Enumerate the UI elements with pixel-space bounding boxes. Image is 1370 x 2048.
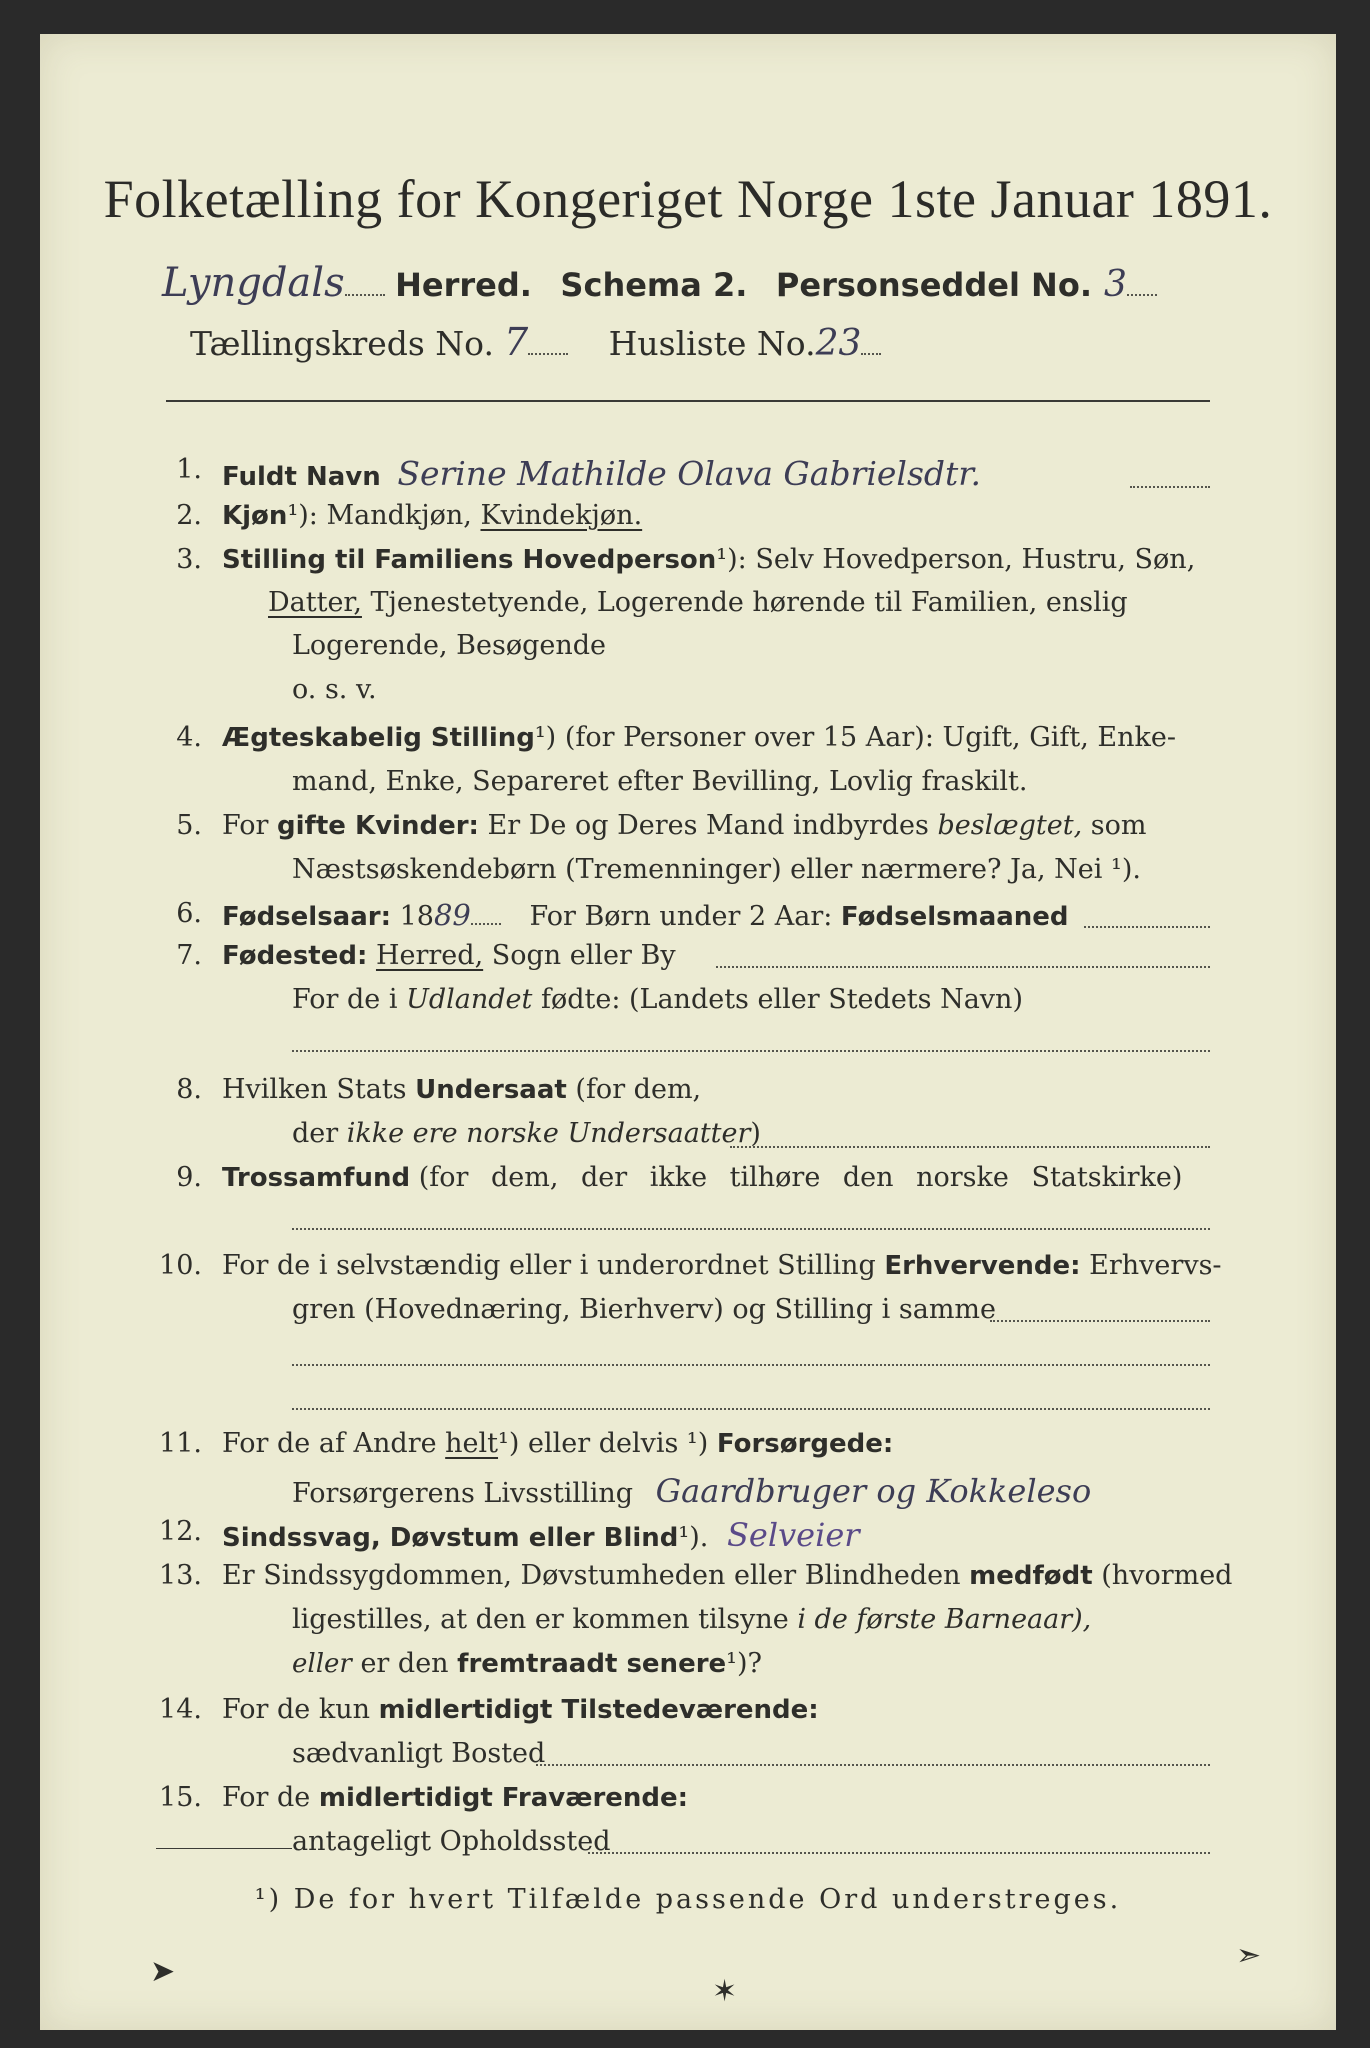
- item-3-line-3: Logerende, Besøgende: [292, 630, 606, 661]
- schema-label: Schema 2.: [560, 266, 748, 304]
- item-8-text-b: (for dem,: [575, 1074, 702, 1105]
- item-2-sup: ¹):: [287, 500, 318, 531]
- item-15-number: 15.: [159, 1782, 202, 1813]
- item-14-line-2: sædvanligt Bosted: [292, 1738, 546, 1769]
- item-15-line-1: [222, 1782, 688, 1813]
- item-12-sup: ¹).: [678, 1522, 709, 1553]
- item-12-value: Selveier: [726, 1516, 860, 1554]
- item-9-label: Trossamfund: [222, 1163, 411, 1193]
- item-5-number: 5.: [176, 810, 202, 841]
- header-divider: [166, 400, 1210, 402]
- item-9-dots: [292, 1228, 1210, 1230]
- item-5-line-2: Næstsøskendebørn (Tremenninger) eller nærmere? Ja, Nei ¹).: [292, 854, 1141, 885]
- footnote-rule: [156, 1848, 292, 1849]
- item-10-dots-1: [990, 1320, 1210, 1322]
- item-11-line-1: [222, 1428, 893, 1459]
- item-14-text-a: For de kun: [222, 1694, 370, 1725]
- item-1-value: Serine Mathilde Olava Gabrielsdtr.: [397, 454, 981, 493]
- item-6-dots: [1084, 926, 1210, 928]
- item-11-text-b: ¹) eller delvis ¹): [498, 1428, 709, 1459]
- item-8-label: Undersaat: [415, 1075, 567, 1105]
- item-6-line: [222, 898, 1069, 932]
- item-14-dots: [536, 1764, 1210, 1766]
- census-form-page: [40, 34, 1336, 2030]
- item-7-dots-2: [292, 1050, 1210, 1052]
- item-3-label: Stilling til Familiens Hovedperson: [222, 545, 717, 575]
- item-5-text-a: For: [222, 810, 269, 841]
- item-10-label: Erhvervende:: [884, 1251, 1081, 1281]
- item-2-line: [222, 500, 642, 531]
- item-7-label: Fødested:: [222, 941, 368, 971]
- item-3-sup: ¹):: [716, 544, 747, 575]
- item-3-line-4: o. s. v.: [292, 674, 377, 705]
- item-14-number: 14.: [159, 1694, 202, 1725]
- item-13-text-2b: i de første Barneaar),: [797, 1604, 1092, 1635]
- item-4-number: 4.: [176, 722, 202, 753]
- item-8-text-2b: ikke ere norske Undersaatter: [346, 1118, 751, 1149]
- item-5-line-1: [222, 810, 1147, 841]
- item-10-text-a: For de i selvstændig eller i underordnet Stilling: [222, 1250, 876, 1281]
- personseddel-label: Personseddel No.: [775, 266, 1092, 304]
- item-8-text-2a: der: [292, 1118, 339, 1149]
- item-13-line-2: [292, 1604, 1091, 1635]
- item-7-text-2b: Udlandet: [406, 984, 533, 1015]
- item-10-line-2: gren (Hovednæring, Bierhverv) og Stilling i samme: [292, 1294, 997, 1325]
- item-3-underlined: Datter,: [268, 587, 362, 618]
- item-2-label: Kjøn: [222, 501, 288, 531]
- item-8-text-a: Hvilken Stats: [222, 1074, 407, 1105]
- item-13-line-3: [292, 1648, 762, 1679]
- item-10-text-b: Erhvervs-: [1089, 1250, 1222, 1281]
- item-7-number: 7.: [176, 940, 202, 971]
- item-11-value: Gaardbruger og Kokkeleso: [655, 1472, 1092, 1510]
- item-2-text-a: Mandkjøn,: [326, 500, 472, 531]
- herred-value: Lyngdals: [162, 260, 345, 306]
- item-10-dots-3: [292, 1408, 1210, 1410]
- item-5-text-b: Er De og Deres Mand indbyrdes: [487, 810, 929, 841]
- item-2-text-b: Kvindekjøn.: [480, 500, 643, 531]
- bottom-mark-icon: ✶: [712, 1974, 738, 2009]
- personseddel-value: 3: [1103, 264, 1127, 305]
- husliste-value: 23: [815, 323, 862, 364]
- item-15-line-2: antageligt Opholdssted: [292, 1826, 611, 1857]
- footnote: ¹) De for hvert Tilfælde passende Ord understreges.: [254, 1884, 1122, 1915]
- item-15-text-a: For de: [222, 1782, 311, 1813]
- item-15-dots: [588, 1852, 1210, 1854]
- item-7-text: Sogn eller By: [491, 940, 676, 971]
- item-1-dots: [1130, 486, 1210, 488]
- item-7-text-2c: fødte: (Landets eller Stedets Navn): [540, 984, 1023, 1015]
- item-6-value: 89: [433, 898, 471, 932]
- item-4-label: Ægteskabelig Stilling: [222, 723, 535, 753]
- item-3-text-2: Tjenestetyende, Logerende hørende til Familien, enslig: [370, 587, 1128, 618]
- husliste-label: Husliste No.: [608, 324, 816, 363]
- item-13-text-3b: er den: [360, 1648, 449, 1679]
- item-12-number: 12.: [159, 1516, 202, 1547]
- item-3-number: 3.: [176, 544, 202, 575]
- item-10-line-1: [222, 1250, 1222, 1281]
- item-5-label: gifte Kvinder:: [277, 811, 479, 841]
- item-8-line-2: der ikke ere norske Undersaatter): [292, 1118, 761, 1149]
- item-1-label: Fuldt Navn: [222, 462, 381, 492]
- item-11-line-2: [292, 1472, 1091, 1510]
- item-2-number: 2.: [176, 500, 202, 531]
- item-4-line-1: [222, 722, 1176, 753]
- item-1-line: [222, 454, 981, 493]
- item-11-text-2: Forsørgerens Livsstilling: [292, 1478, 634, 1509]
- corner-mark-right-icon: ➣: [1236, 1938, 1262, 1973]
- item-11-label: Forsørgede:: [716, 1429, 894, 1459]
- item-12-label: Sindssvag, Døvstum eller Blind: [222, 1523, 679, 1553]
- corner-mark-left-icon: ➤: [150, 1954, 176, 1989]
- item-5-text-d: som: [1090, 810, 1147, 841]
- item-10-number: 10.: [159, 1250, 202, 1281]
- item-1-number: 1.: [176, 454, 202, 485]
- item-3-text-1: Selv Hovedperson, Hustru, Søn,: [755, 544, 1196, 575]
- item-13-text-b: (hvormed: [1101, 1560, 1233, 1591]
- item-4-sup: ¹): [534, 722, 557, 753]
- item-7-dots: [716, 966, 1210, 968]
- item-9-text: (for dem, der ikke tilhøre den norske Statskirke): [418, 1162, 1183, 1193]
- item-14-line-1: [222, 1694, 819, 1725]
- item-13-number: 13.: [159, 1560, 202, 1591]
- item-13-text-2a: ligestilles, at den er kommen tilsyne: [292, 1604, 789, 1635]
- item-4-line-2: mand, Enke, Separeret efter Bevilling, Lovlig fraskilt.: [292, 766, 1028, 797]
- item-8-dots: [730, 1146, 1210, 1148]
- header-row-herred: [162, 260, 1157, 306]
- item-12-line: [222, 1516, 860, 1554]
- kreds-label: Tællingskreds No.: [190, 324, 494, 363]
- item-3-line-2: [268, 587, 1128, 618]
- item-8-number: 8.: [176, 1074, 202, 1105]
- item-9-number: 9.: [176, 1162, 202, 1193]
- item-15-label: midlertidigt Fraværende:: [318, 1783, 689, 1813]
- item-4-text-1: (for Personer over 15 Aar): Ugift, Gift, Enke-: [564, 722, 1176, 753]
- item-3-line-1: [222, 544, 1195, 575]
- header-row-kreds: [190, 320, 881, 364]
- item-13-text-a: Er Sindssygdommen, Døvstumheden eller Blindheden: [222, 1560, 961, 1591]
- form-title: Folketælling for Kongeriget Norge 1ste Januar 1891.: [103, 169, 1273, 229]
- kreds-value: 7: [503, 320, 529, 364]
- item-8-line-1: [222, 1074, 701, 1105]
- item-6-label-2: Fødselsmaaned: [840, 902, 1069, 932]
- item-9-line: [222, 1162, 1182, 1193]
- herred-label: Herred.: [395, 266, 532, 304]
- item-6-prefix: 18: [399, 901, 434, 932]
- item-13-text-3a: eller: [292, 1649, 352, 1679]
- item-7-text-2a: For de i: [292, 984, 398, 1015]
- item-7-line-1: [222, 940, 676, 971]
- item-13-text-3c: ¹)?: [726, 1648, 763, 1679]
- item-7-line-2: [292, 984, 1023, 1015]
- item-6-number: 6.: [176, 898, 202, 929]
- item-14-label: midlertidigt Tilstedeværende:: [378, 1695, 819, 1725]
- item-5-text-c: beslægtet,: [937, 810, 1083, 841]
- item-13-label: medfødt: [969, 1561, 1093, 1591]
- item-11-text-a: For de af Andre: [222, 1428, 437, 1459]
- item-6-text: For Børn under 2 Aar:: [529, 901, 833, 932]
- item-6-label: Fødselsaar:: [222, 902, 391, 932]
- item-10-dots-2: [292, 1364, 1210, 1366]
- item-13-label-2: fremtraadt senere: [457, 1649, 727, 1679]
- item-7-underlined: Herred,: [375, 940, 484, 971]
- item-13-line-1: [222, 1560, 1232, 1591]
- item-11-underlined: helt: [445, 1428, 499, 1459]
- item-11-number: 11.: [159, 1428, 202, 1459]
